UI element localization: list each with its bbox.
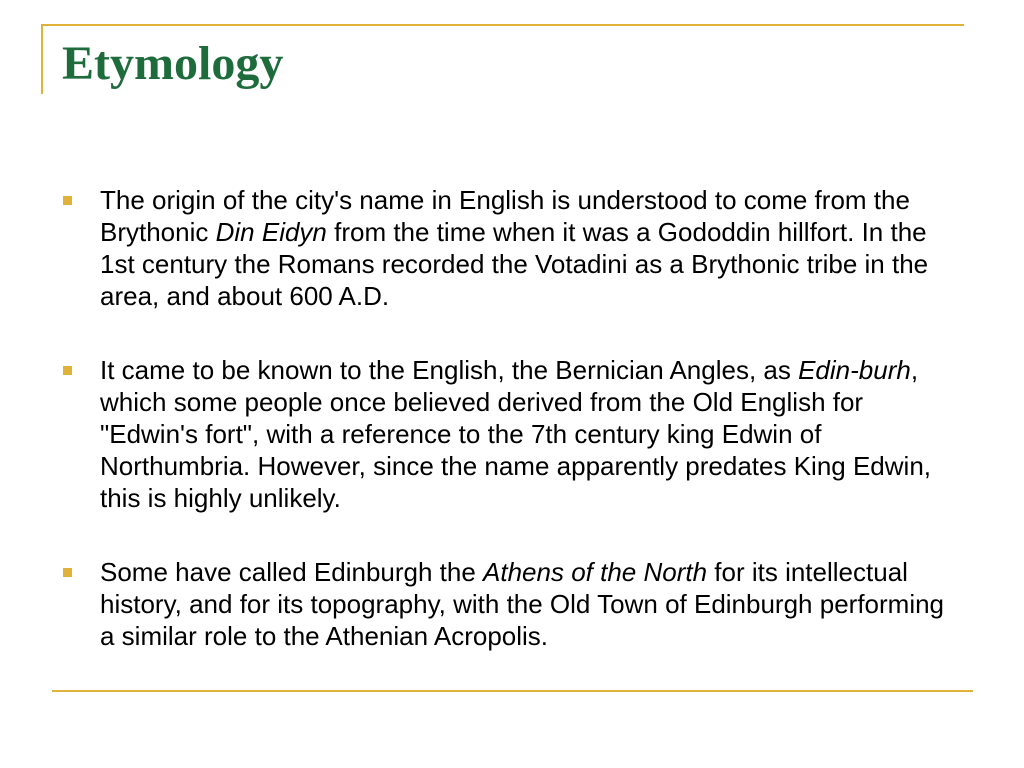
bullet-text: It came to be known to the English, the Bernician Angles, as bbox=[100, 355, 799, 385]
bullet-item bbox=[62, 556, 962, 652]
bullet-italic-term: Athens of the North bbox=[483, 557, 708, 587]
bullet-italic-term: Edin-burh bbox=[798, 355, 911, 385]
bullet-italic-term: Din Eidyn bbox=[215, 217, 327, 247]
bullet-text: The origin of the city's name in English is understood to come from the Brythonic bbox=[100, 185, 910, 247]
left-divider bbox=[41, 24, 43, 94]
square-bullet-icon bbox=[63, 366, 72, 375]
bottom-divider bbox=[52, 690, 973, 692]
square-bullet-icon bbox=[63, 568, 72, 577]
square-bullet-icon bbox=[63, 196, 72, 205]
bullet-text: Some have called Edinburgh the bbox=[100, 557, 484, 587]
bullet-text: , which some people once believed derived from the Old English for "Edwin's fort", with a reference to the 7th century king Edwin of Northumbria. However, since the name apparently predates King Edwin, this is highly unlikely. bbox=[100, 355, 931, 513]
bullet-text: for its intellectual history, and for its topography, with the Old Town of Edinburgh performing a similar role to the Athenian Acropolis. bbox=[100, 557, 945, 651]
bullet-text: from the time when it was a Gododdin hillfort. In the 1st century the Romans recorded the Votadini as a Brythonic tribe in the area, and about 600 A.D. bbox=[100, 217, 929, 311]
slide-title: Etymology bbox=[62, 37, 284, 90]
bullet-item bbox=[62, 354, 962, 514]
bullet-item bbox=[62, 184, 962, 312]
bullet-list bbox=[62, 184, 962, 694]
top-divider bbox=[41, 24, 964, 26]
